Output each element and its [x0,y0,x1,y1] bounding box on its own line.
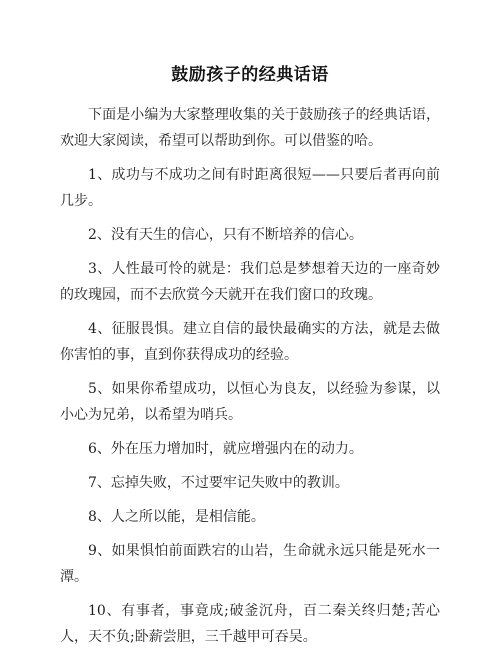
quote-item-7: 7、忘掉失败，不过要牢记失败中的教训。 [88,475,349,491]
quote-item-4: 4、征服畏惧。建立自信的最快最确实的方法，就是去做你害怕的事，直到你获得成功的经验。 [60,321,440,363]
quote-item-1: 1、成功与不成功之间有时距离很短——只要后者再向前几步。 [60,167,440,209]
quote-item-2: 2、没有天生的信心，只有不断培养的信心。 [88,227,363,243]
quote-item-9: 9、如果惧怕前面跌宕的山岩，生命就永远只能是死水一潭。 [60,543,440,585]
intro-paragraph: 下面是小编为大家整理收集的关于鼓励孩子的经典话语，欢迎大家阅读，希望可以帮助到你。可以借鉴的哈。 [60,107,440,149]
quote-item-3: 3、人性最可怜的就是：我们总是梦想着天边的一座奇妙的玫瑰园，而不去欣赏今天就开在我们窗口的玫瑰。 [60,261,440,303]
quote-item-10: 10、有事者，事竟成;破釜沉舟，百二秦关终归楚;苦心人，天不负;卧薪尝胆，三千越甲可吞吴。 [60,603,440,645]
document-title: 鼓励孩子的经典话语 [171,65,329,85]
quote-item-5: 5、如果你希望成功，以恒心为良友，以经验为参谋，以小心为兄弟，以希望为哨兵。 [60,381,440,423]
quote-item-8: 8、人之所以能，是相信能。 [88,509,265,525]
quote-item-6: 6、外在压力增加时，就应增强内在的动力。 [88,441,363,457]
